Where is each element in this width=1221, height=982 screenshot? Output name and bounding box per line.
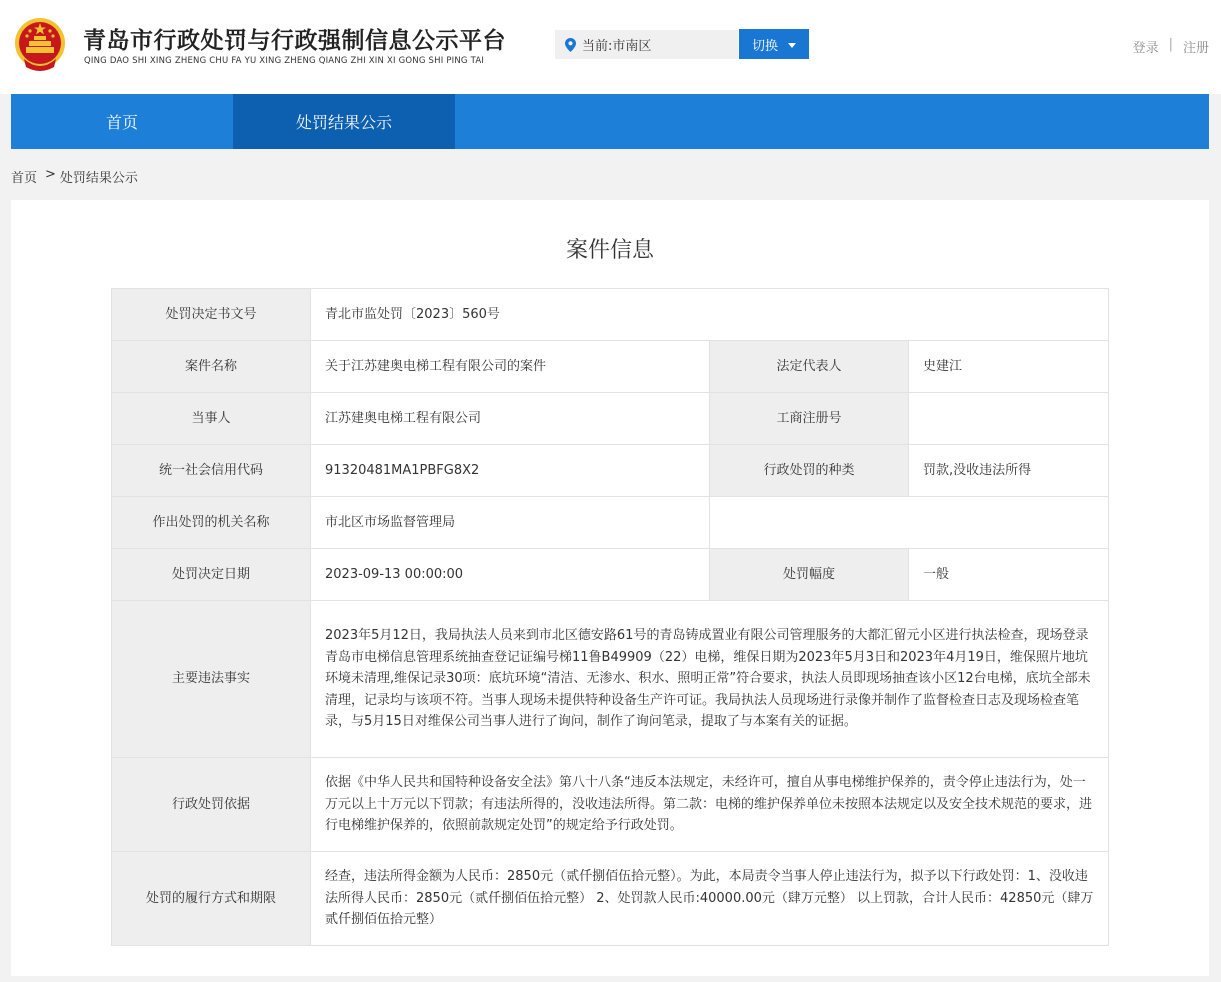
breadcrumb-home[interactable]: 首页 xyxy=(11,171,38,186)
fulfil-label: 处罚的履行方式和期限 xyxy=(112,852,311,946)
case-name-value: 关于江苏建奥电梯工程有限公司的案件 xyxy=(311,341,710,393)
table-row xyxy=(112,852,1109,946)
empty-cell xyxy=(710,497,1109,549)
location-text: 当前:市南区 xyxy=(582,39,652,54)
case-info-table xyxy=(111,288,1109,946)
table-row xyxy=(112,497,1109,549)
date-value: 2023-09-13 00:00:00 xyxy=(311,549,710,601)
table-row xyxy=(112,393,1109,445)
facts-value: 2023年5月12日，我局执法人员来到市北区德安路61号的青岛铸成置业有限公司管理服务的大都汇留元小区进行执法检查，现场登录青岛市电梯信息管理系统抽查登记证编号梯11鲁B49909（22）电梯，维保日期为2023年5月3日和2023年4月19日，维保照片地坑环境未清理,维保记录30项：底坑环境“清洁、无渗水、积水、照明正常”符合要求，执法人员即现场抽查该小区12台电梯，底坑全部未清理，记录均与该项不符。当事人现场未提供特种设备生产许可证。我局执法人员现场进行录像并制作了监督检查日志及现场检查笔录，与5月15日对维保公司当事人进行了询问，制作了询问笔录，提取了与本案有关的证据。 xyxy=(311,601,1109,758)
facts-label: 主要违法事实 xyxy=(112,601,311,758)
login-link[interactable]: 登录 xyxy=(1132,41,1159,56)
penalty-type-label: 行政处罚的种类 xyxy=(710,445,909,497)
location-pin-icon xyxy=(565,38,576,52)
site-subtitle: QING DAO SHI XING ZHENG CHU FA YU XING ZHENG QIANG ZHI XIN XI GONG SHI PING TAI xyxy=(84,56,485,66)
case-name-label: 案件名称 xyxy=(112,341,311,393)
authority-label: 作出处罚的机关名称 xyxy=(112,497,311,549)
legal-rep-label: 法定代表人 xyxy=(710,341,909,393)
page-title: 案件信息 xyxy=(565,238,654,263)
doc-no-label: 处罚决定书文号 xyxy=(112,289,311,341)
basis-value: 依据《中华人民共和国特种设备安全法》第八十八条“违反本法规定，未经许可，擅自从事电梯维护保养的，责令停止违法行为，处一万元以上十万元以下罚款；有违法所得的，没收违法所得。第二款：电梯的维护保养单位未按照本法规定以及安全技术规范的要求，进行电梯维护保养的，依照前款规定处罚”的规定给予行政处罚。 xyxy=(311,758,1109,852)
main-nav xyxy=(11,94,1209,149)
site-title: 青岛市行政处罚与行政强制信息公示平台 xyxy=(83,28,506,54)
fulfil-value: 经查，违法所得金额为人民币：2850元（贰仟捌佰伍拾元整）。为此，本局责令当事人停止违法行为，拟予以下行政处罚：1、没收违法所得人民币：2850元（贰仟捌佰伍拾元整） 2、处罚款人民币:40000.00元（肆万元整） 以上罚款，合计人民币：42850元（肆万贰仟捌佰伍拾元整） xyxy=(311,852,1109,946)
party-value: 江苏建奥电梯工程有限公司 xyxy=(311,393,710,445)
nav-item-penalty-results[interactable]: 处罚结果公示 xyxy=(233,94,455,149)
credit-code-label: 统一社会信用代码 xyxy=(112,445,311,497)
national-emblem-icon xyxy=(14,17,66,73)
chevron-down-icon xyxy=(788,43,796,48)
switch-region-button[interactable] xyxy=(739,29,809,59)
breadcrumb xyxy=(11,167,138,186)
register-link[interactable]: 注册 xyxy=(1182,41,1209,56)
reg-no-value xyxy=(909,393,1109,445)
table-row xyxy=(112,445,1109,497)
range-label: 处罚幅度 xyxy=(710,549,909,601)
auth-separator: | xyxy=(1168,37,1173,52)
current-location xyxy=(555,30,738,59)
penalty-type-value: 罚款,没收违法所得 xyxy=(909,445,1109,497)
range-value: 一般 xyxy=(909,549,1109,601)
case-info-panel xyxy=(11,200,1209,976)
doc-no-value: 青北市监处罚〔2023〕560号 xyxy=(311,289,1109,341)
basis-label: 行政处罚依据 xyxy=(112,758,311,852)
auth-links xyxy=(1133,37,1209,56)
credit-code-value: 91320481MA1PBFG8X2 xyxy=(311,445,710,497)
table-row xyxy=(112,341,1109,393)
table-row xyxy=(112,289,1109,341)
switch-label: 切换 xyxy=(751,38,778,54)
party-label: 当事人 xyxy=(112,393,311,445)
reg-no-label: 工商注册号 xyxy=(710,393,909,445)
site-header xyxy=(0,0,1221,94)
table-row xyxy=(112,601,1109,758)
date-label: 处罚决定日期 xyxy=(112,549,311,601)
table-row xyxy=(112,549,1109,601)
breadcrumb-separator: > xyxy=(45,167,56,182)
nav-item-home[interactable]: 首页 xyxy=(105,113,138,132)
table-row xyxy=(112,758,1109,852)
authority-value: 市北区市场监督管理局 xyxy=(311,497,710,549)
breadcrumb-current: 处罚结果公示 xyxy=(59,171,138,186)
legal-rep-value: 史建江 xyxy=(909,341,1109,393)
